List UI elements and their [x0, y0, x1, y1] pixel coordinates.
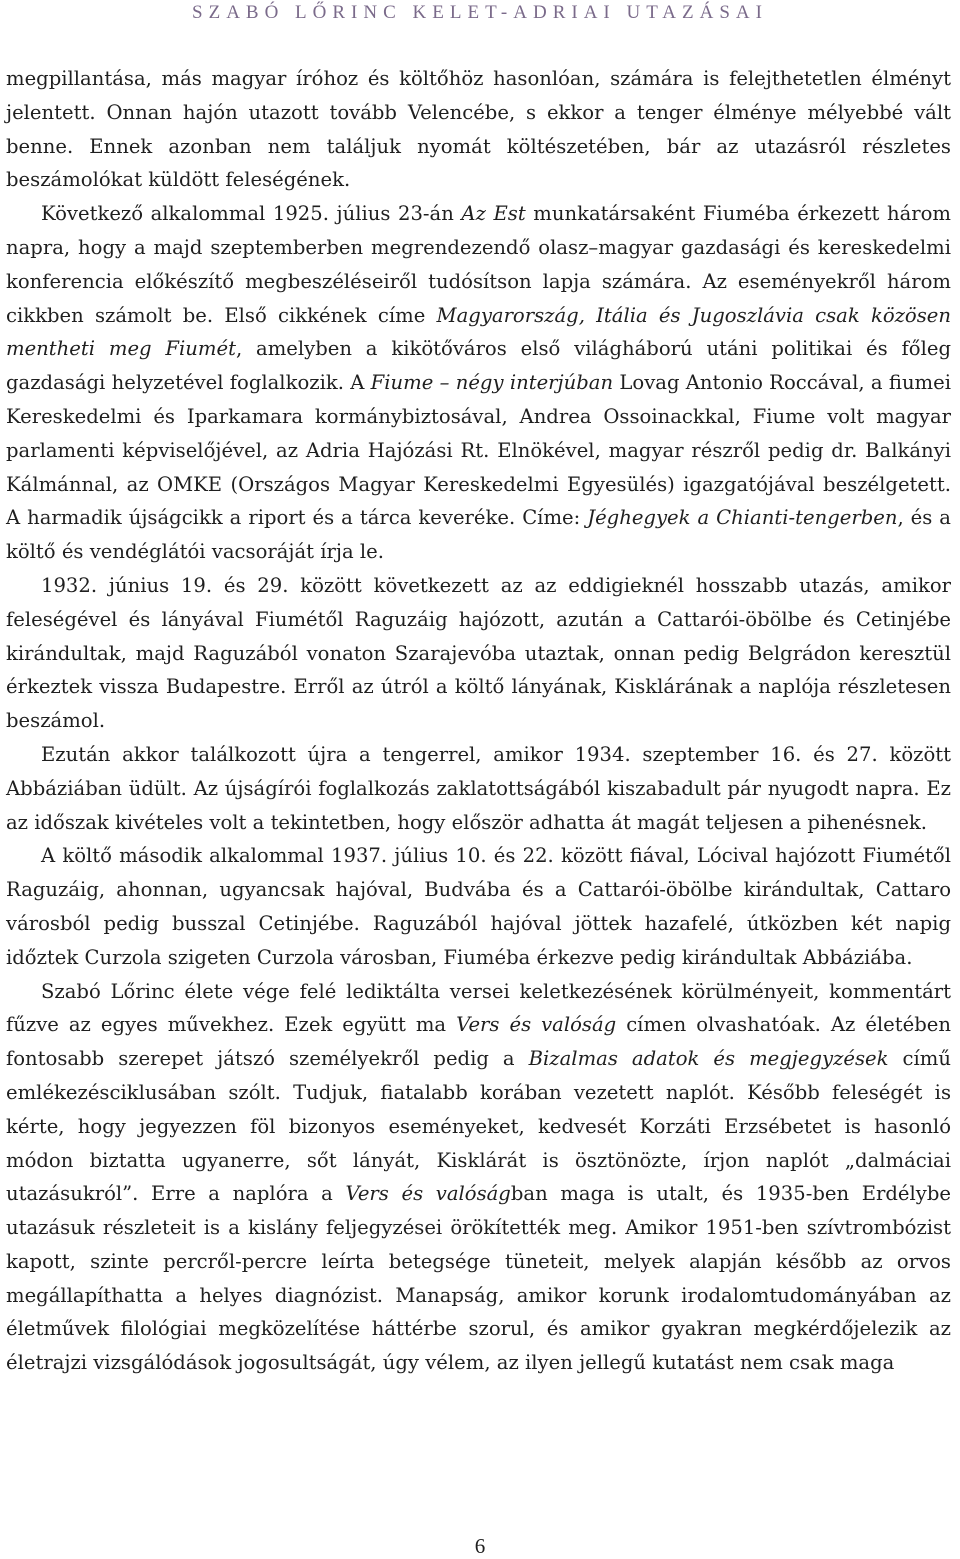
running-header: SZABÓ LŐRINC KELET-ADRIAI UTAZÁSAI [192, 2, 768, 23]
text-run: című emlékezésciklusában szólt. Tudjuk, fiatalabb korában vezetett naplót. Később feleségét is kérte, hogy jegyezzen föl bizonyos eseményeket, kedvesét Korzáti Erzsébetet is hasonló módon biztatta ugyanerre, sőt lányát, Kisklárát is ösztönözte, írjon naplót „dalmáciai utazásukról”. Erre a naplóra a [6, 1047, 951, 1206]
paragraph [6, 975, 951, 1381]
italic-title: Bizalmas adatok és megjegyzések [528, 1047, 889, 1071]
paragraph [6, 62, 951, 197]
text-run: , amelyben a kikötőváros első világháború utáni politikai és főleg gazdasági helyzetével foglalkozik. A [6, 337, 951, 395]
text-run: megpillantása, más magyar íróhoz és költőhöz hasonlóan, számára is felejthetetlen élményt jelentett. Onnan hajón utazott tovább Velencébe, s ekkor a tenger élménye mélyebbé vált benne. Ennek azonban nem találjuk nyomát költészetében, bár az utazásról részletes beszámolókat küldött feleségének. [6, 67, 951, 192]
text-run: ban maga is utalt, és 1935-ben Erdélybe utazásuk részleteit is a kislány feljegyzései örökítették meg. Amikor 1951-ben szívtrombózist kapott, szinte percről-percre leírta betegsége tüneteit, melyek alapján később az orvos megállapíthatta a helyes diagnózist. Manapság, amikor korunk irodalomtudományában az életművek filológiai megközelítése háttérbe szorul, és amikor gyakran megkérdőjelezik az életrajzi vizsgálódások jogosultságát, úgy vélem, az ilyen jellegű kutatást nem csak maga [6, 1182, 951, 1375]
body-text [6, 62, 951, 1380]
text-run: címen olvashatóak. Az életében fontosabb szerepet játszó személyekről pedig a [6, 1013, 951, 1071]
italic-title: Az Est [461, 202, 526, 226]
text-run: Lovag Antonio Roccával, a fiumei Kereskedelmi és Iparkamara kormánybiztosával, Andrea Ossoinackkal, Fiume volt magyar parlamenti képviselőjével, az Adria Hajózási Rt. Elnökével, magyar részről pedig dr. Balkányi Kálmánnal, az OMKE (Országos Magyar Kereskedelmi Egyesülés) igazgatójával beszélgetett. A harmadik újságcikk a riport és a tárca keveréke. Címe: [6, 371, 951, 530]
text-run: A költő második alkalommal 1937. július 10. és 22. között fiával, Lócival hajózott Fiumétől Raguzáig, ahonnan, ugyancsak hajóval, Budvába és a Cattarói-öbölbe kirándultak, Cattaro városból pedig busszal Cetinjébe. Raguzából hajóval jöttek hazafelé, útközben két napig időztek Curzola szigeten Curzola városban, Fiuméba érkezve pedig kirándultak Abbáziába. [6, 844, 951, 969]
italic-title: Magyarország, Itália és Jugoszlávia csak közösen mentheti meg Fiumét [6, 303, 952, 361]
text-run: Szabó Lőrinc élete vége felé lediktálta versei keletkezésének körülményeit, kommentárt fűzve az egyes művekhez. Ezek együtt ma [6, 979, 951, 1037]
italic-title: Fiume – négy interjúban [370, 371, 614, 395]
paragraph [6, 569, 951, 738]
paragraph [6, 839, 951, 974]
italic-title: Jéghegyek a Chianti-tengerben [587, 506, 898, 530]
text-run: , és a költő és vendéglátói vacsoráját írja le. [6, 506, 951, 564]
italic-title: Vers és valóság [345, 1182, 511, 1206]
text-run: Következő alkalommal 1925. július 23-án [41, 202, 462, 226]
text-run: munkatársaként Fiuméba érkezett három napra, hogy a majd szeptemberben megrendezendő olasz–magyar gazdasági és kereskedelmi konferencia előkészítő megbeszéléseiről tudósítson lapja számára. Az eseményekről három cikkben számolt be. Első cikkének címe [6, 202, 951, 327]
paragraph [6, 738, 951, 839]
page-number: 6 [474, 1534, 486, 1558]
text-run: Ezután akkor találkozott újra a tengerrel, amikor 1934. szeptember 16. és 27. között Abbáziában üdült. Az újságírói foglalkozás zaklatottságából kiszabadult pár nyugodt napra. Ez az időszak kivételes volt a tekintetben, hogy először adhatta át magát teljesen a pihenésnek. [6, 742, 951, 834]
text-run: 1932. június 19. és 29. között következett az az eddigieknél hosszabb utazás, amikor feleségével és lányával Fiumétől Raguzáig hajózott, azután a Cattarói-öbölbe és Cetinjébe kirándultak, majd Raguzából vonaton Szarajevóba utaztak, onnan pedig Belgrádon keresztül érkeztek vissza Budapestre. Erről az útról a költő lányának, Kisklárának a naplója részletesen beszámol. [6, 573, 951, 733]
italic-title: Vers és valóság [456, 1013, 617, 1037]
paragraph [6, 197, 951, 569]
